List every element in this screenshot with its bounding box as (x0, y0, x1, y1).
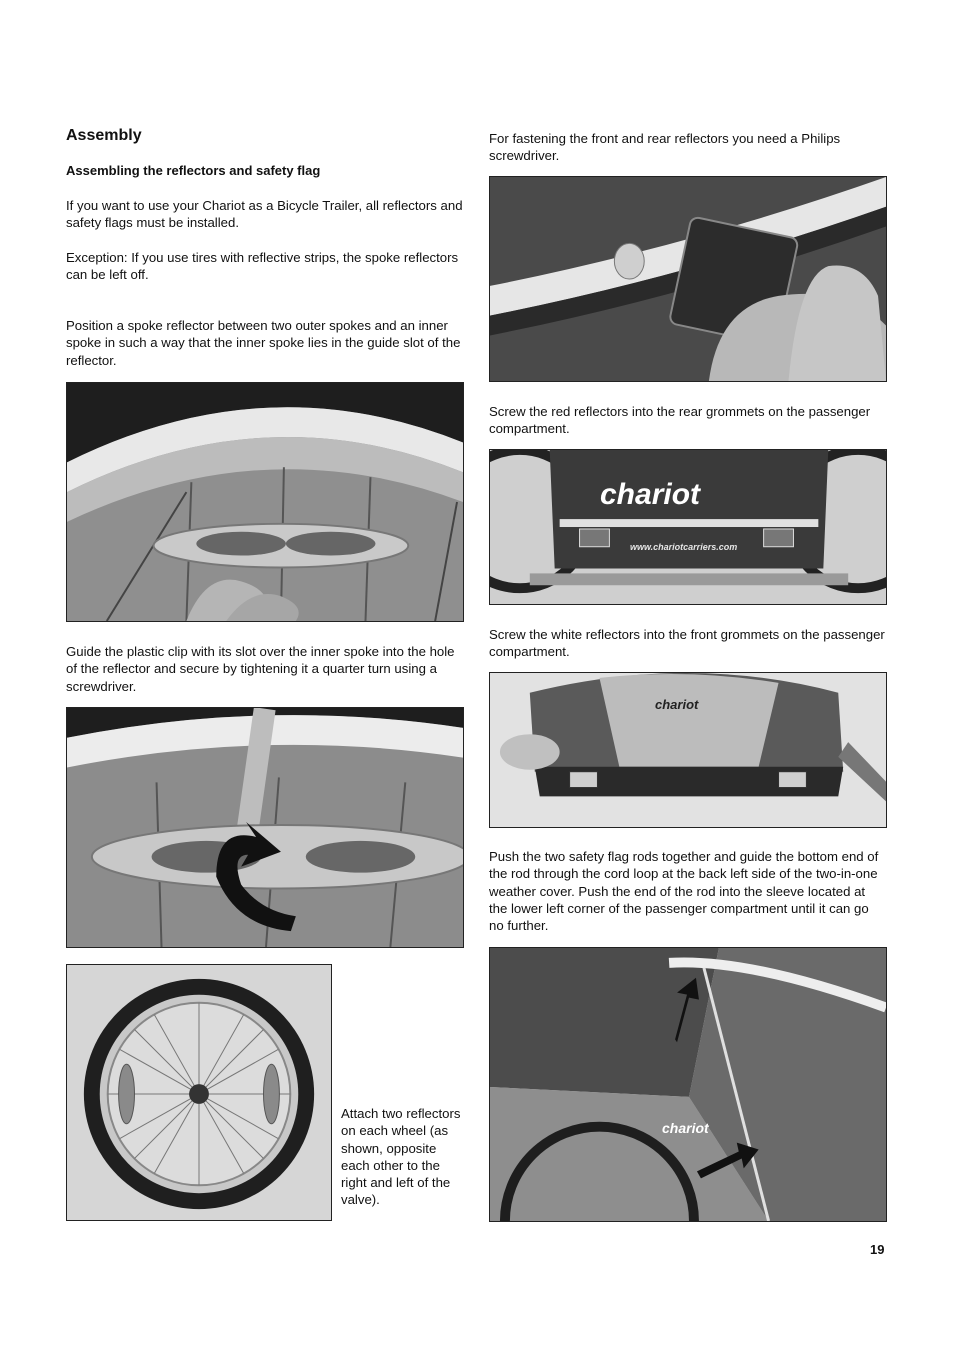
photo-tighten-clip (66, 707, 464, 948)
paragraph-guide-clip: Guide the plastic clip with its slot over the inner spoke into the hole of the reflector and secure by tightening it a quarter turn using a screwdriver. (66, 644, 455, 694)
chariot-url-rear: www.chariotcarriers.com (630, 542, 738, 552)
paragraph-red-reflectors: Screw the red reflectors into the rear grommets on the passenger compartment. (489, 404, 871, 437)
photo-safety-flag-rod (489, 947, 887, 1222)
chariot-logo-side: chariot (662, 1120, 709, 1136)
chariot-logo-front: chariot (655, 697, 699, 712)
photo-wheel-with-reflectors (66, 964, 332, 1221)
paragraph-intro: If you want to use your Chariot as a Bicycle Trailer, all reflectors and safety flags must be installed. (66, 198, 463, 231)
paragraph-exception: Exception: If you use tires with reflective strips, the spoke reflectors can be left off. (66, 250, 459, 283)
photo-spoke-reflector-position (66, 382, 464, 622)
page-number: 19 (870, 1242, 885, 1257)
section-subheading: Assembling the reflectors and safety flag (66, 163, 321, 178)
page-title: Assembly (66, 127, 142, 144)
chariot-logo-rear: chariot (600, 478, 701, 511)
paragraph-white-reflectors: Screw the white reflectors into the front grommets on the passenger compartment. (489, 627, 885, 660)
wheel-caption: Attach two reflectors on each wheel (as shown, opposite each other to the right and left of the valve). (341, 1106, 461, 1208)
photo-fasten-reflector (489, 176, 887, 382)
paragraph-screwdriver-needed: For fastening the front and rear reflectors you need a Philips screwdriver. (489, 131, 841, 164)
photo-rear-reflectors (489, 449, 887, 605)
paragraph-position-reflector: Position a spoke reflector between two outer spokes and an inner spoke in such a way that the inner spoke lies in the guide slot of the reflector. (66, 318, 461, 368)
photo-front-reflectors (489, 672, 887, 828)
paragraph-safety-flag: Push the two safety flag rods together and guide the bottom end of the rod through the cord loop at the back left side of the two-in-one weather cover. Push the end of the rod into the sleeve located at the lower left corner of the passenger compartment until it can go no further. (489, 849, 879, 934)
